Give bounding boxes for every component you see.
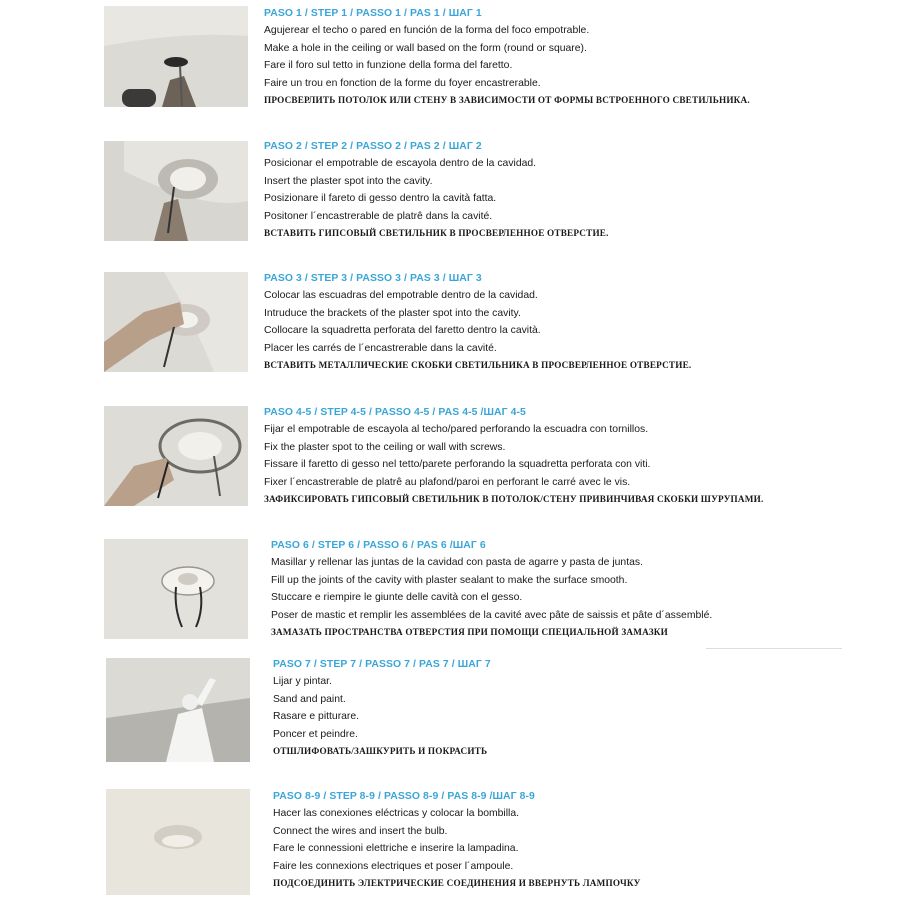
instruction-ru: ВСТАВИТЬ ГИПСОВЫЙ СВЕТИЛЬНИК В ПРОСВЕРЛЕННОЕ ОТВЕРСТИЕ. (264, 228, 609, 239)
step-2-photo (104, 141, 248, 241)
instruction-en: Fix the plaster spot to the ceiling or wall with screws. (264, 441, 506, 453)
step-3-photo (104, 272, 248, 372)
instruction-fr: Positoner l´encastrerable de platrê dans la cavité. (264, 210, 493, 222)
instruction-es: Hacer las conexiones eléctricas y colocar la bombilla. (273, 808, 520, 820)
instruction-it: Collocare la squadretta perforata del faretto dentro la cavità. (264, 325, 541, 337)
divider-line (706, 648, 842, 649)
step-heading: PASO 2 / STEP 2 / PASSO 2 / PAS 2 / ШАГ 2 (264, 141, 482, 152)
instruction-it: Fare le connessioni elettriche e inserire la lampadina. (273, 843, 519, 855)
step-3-text (264, 270, 691, 374)
step-heading: PASO 7 / STEP 7 / PASSO 7 / PAS 7 / ШАГ 7 (273, 659, 491, 670)
step-1-photo (104, 6, 248, 107)
instruction-en: Connect the wires and insert the bulb. (273, 825, 448, 837)
instruction-fr: Poncer et peindre. (273, 728, 358, 740)
instruction-it: Fare il foro sul tetto in funzione della forma del faretto. (264, 60, 513, 72)
instruction-en: Make a hole in the ceiling or wall based on the form (round or square). (264, 42, 587, 54)
instruction-es: Colocar las escuadras del empotrable dentro de la cavidad. (264, 290, 538, 302)
step-8-9-photo (106, 789, 250, 895)
step-heading: PASO 6 / STEP 6 / PASSO 6 / PAS 6 /ШАГ 6 (271, 540, 486, 551)
instruction-ru: ПОДСОЕДИНИТЬ ЭЛЕКТРИЧЕСКИЕ СОЕДИНЕНИЯ И ВВЕРНУТЬ ЛАМПОЧКУ (273, 878, 641, 889)
step-heading: PASO 8-9 / STEP 8-9 / PASSO 8-9 / PAS 8-9 /ШАГ 8-9 (273, 791, 535, 802)
instruction-it: Posizionare il fareto di gesso dentro la cavità fatta. (264, 193, 497, 205)
step-6-photo (104, 539, 248, 639)
step-7-text (273, 656, 491, 760)
instruction-fr: Placer les carrés de l´encastrerable dans la cavité. (264, 342, 497, 354)
step-4-5-photo (104, 406, 248, 506)
instruction-fr: Fixer l´encastrerable de platrê au plafond/paroi en perforant le carré avec le vis. (264, 476, 631, 488)
step-2-text (264, 138, 609, 242)
step-4-5-text (264, 404, 763, 508)
instruction-es: Posicionar el empotrable de escayola dentro de la cavidad. (264, 158, 537, 170)
instruction-es: Fijar el empotrable de escayola al techo/pared perforando la escuadra con tornillos. (264, 424, 649, 436)
instruction-es: Lijar y pintar. (273, 676, 332, 688)
step-6-text (271, 537, 712, 641)
instruction-es: Agujerear el techo o pared en función de la forma del foco empotrable. (264, 25, 590, 37)
instruction-fr: Faire un trou en fonction de la forme du foyer encastrerable. (264, 77, 541, 89)
instruction-en: Insert the plaster spot into the cavity. (264, 175, 433, 187)
instruction-es: Masillar y rellenar las juntas de la cavidad con pasta de agarre y pasta de juntas. (271, 557, 643, 569)
instruction-en: Sand and paint. (273, 693, 346, 705)
step-8-9-text (273, 788, 641, 892)
step-heading: PASO 4-5 / STEP 4-5 / PASSO 4-5 / PAS 4-5 /ШАГ 4-5 (264, 407, 526, 418)
instruction-ru: ОТШЛИФОВАТЬ/ЗАШКУРИТЬ И ПОКРАСИТЬ (273, 746, 488, 757)
instruction-ru: ВСТАВИТЬ МЕТАЛЛИЧЕСКИЕ СКОБКИ СВЕТИЛЬНИКА В ПРОСВЕРЛЕННОЕ ОТВЕРСТИЕ. (264, 360, 692, 371)
step-heading: PASO 3 / STEP 3 / PASSO 3 / PAS 3 / ШАГ 3 (264, 273, 482, 284)
instruction-en: Fill up the joints of the cavity with plaster sealant to make the surface smooth. (271, 574, 628, 586)
instruction-it: Stuccare e riempire le giunte delle cavità con el gesso. (271, 592, 523, 604)
step-1-text (264, 5, 750, 109)
instruction-it: Fissare il faretto di gesso nel tetto/parete perforando la squadretta perforata con viti. (264, 459, 651, 471)
step-7-photo (106, 658, 250, 762)
instruction-fr: Poser de mastic et remplir les assemblées de la cavité avec pâte de saissis et pâte d´assemblé. (271, 609, 713, 621)
instruction-en: Intruduce the brackets of the plaster spot into the cavity. (264, 307, 521, 319)
instruction-ru: ЗАМАЗАТЬ ПРОСТРАНСТВА ОТВЕРСТИЯ ПРИ ПОМОЩИ СПЕЦИАЛЬНОЙ ЗАМАЗКИ (271, 627, 668, 638)
instruction-it: Rasare e pitturare. (273, 711, 360, 723)
instruction-ru: ЗАФИКСИРОВАТЬ ГИПСОВЫЙ СВЕТИЛЬНИК В ПОТОЛОК/СТЕНУ ПРИВИНЧИВАЯ СКОБКИ ШУРУПАМИ. (264, 494, 764, 505)
step-heading: PASO 1 / STEP 1 / PASSO 1 / PAS 1 / ШАГ 1 (264, 8, 482, 19)
instruction-fr: Faire les connexions electriques et poser l´ampoule. (273, 860, 514, 872)
instruction-ru: ПРОСВЕРЛИТЬ ПОТОЛОК ИЛИ СТЕНУ В ЗАВИСИМОСТИ ОТ ФОРМЫ ВСТРОЕННОГО СВЕТИЛЬНИКА. (264, 95, 750, 106)
